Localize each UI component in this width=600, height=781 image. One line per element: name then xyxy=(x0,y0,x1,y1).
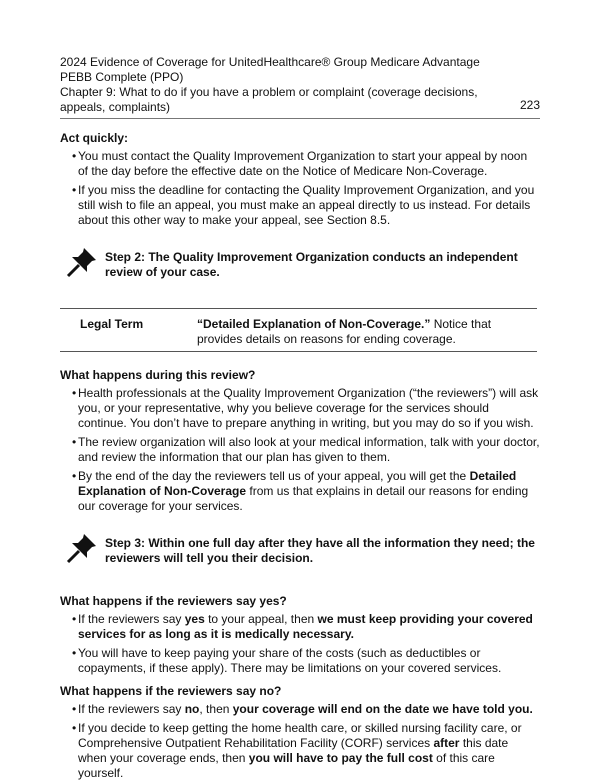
step-3 xyxy=(60,536,540,568)
section-heading: What happens if the reviewers say yes? xyxy=(60,594,287,608)
act-quickly-section xyxy=(60,131,540,228)
text-bold: no xyxy=(184,702,200,716)
section-heading: What happens if the reviewers say no? xyxy=(60,684,282,698)
text-bold: you will have to pay the full cost xyxy=(248,751,433,765)
list-item: • If you miss the deadline for contacting the Quality Improvement Organization, and you still wish to file an appeal, you must make an appeal directly to us instead. For details about this other way to make your appeal, see Section 8.5. xyxy=(60,183,540,228)
pushpin-icon xyxy=(66,246,98,278)
text-bold: after xyxy=(433,736,460,750)
text-bold: we must keep providing your covered services for as long as it is medically necessary. xyxy=(78,612,533,641)
text: this date when your coverage ends, then xyxy=(78,736,509,765)
section-heading: What happens during this review? xyxy=(60,368,256,382)
list-item xyxy=(60,721,540,781)
list-item: • Health professionals at the Quality Improvement Organization (“the reviewers”) will ask you, or your representative, why you believe coverage for the services should continue. You don’t have to prepare anything in writing, but you may do so if you wish. xyxy=(60,386,540,431)
review-section xyxy=(60,368,540,514)
text: to your appeal, then xyxy=(204,612,318,626)
text: If the reviewers say xyxy=(78,612,185,626)
text: By the end of the day the reviewers tell us of your appeal, you will get the xyxy=(78,469,470,483)
step-heading: Step 3: Within one full day after they have all the information they need; the reviewers will tell you their decision. xyxy=(105,536,535,565)
list-item xyxy=(60,702,540,717)
yes-section xyxy=(60,594,540,676)
text: of this care yourself. xyxy=(78,751,495,780)
header-rule xyxy=(60,118,540,119)
list-item: • You will have to keep paying your share of the costs (such as deductibles or copayments, if these apply). There may be limitations on your covered services. xyxy=(60,646,540,676)
text: If the reviewers say xyxy=(78,702,185,716)
text-bold: Detailed Explanation of Non-Coverage xyxy=(78,469,517,498)
legal-term-desc: Notice that provides details on reasons for ending coverage. xyxy=(197,317,492,346)
text-bold: your coverage will end on the date we have told you. xyxy=(232,702,533,716)
legal-term-table xyxy=(60,308,537,352)
step-heading: Step 2: The Quality Improvement Organization conducts an independent review of your case. xyxy=(105,250,518,279)
text: from us that explains in detail our reasons for ending our coverage for your services. xyxy=(78,484,529,513)
section-heading: Act quickly: xyxy=(60,131,129,145)
legal-term-label: Legal Term xyxy=(80,317,144,331)
text-bold: yes xyxy=(184,612,205,626)
header-chapter: Chapter 9: What to do if you have a problem or complaint (coverage decisions, appeals, complaints) xyxy=(60,85,478,114)
header-text xyxy=(60,55,500,115)
page-number: 223 xyxy=(519,98,540,112)
step-2 xyxy=(60,250,540,282)
running-header xyxy=(60,55,540,115)
list-item: • You must contact the Quality Improvement Organization to start your appeal by noon of the day before the effective date on the Notice of Medicare Non-Coverage. xyxy=(60,149,540,179)
list-item xyxy=(60,612,540,642)
legal-term-definition xyxy=(197,317,517,347)
pushpin-icon xyxy=(66,532,98,564)
no-section xyxy=(60,684,540,781)
legal-term: “Detailed Explanation of Non-Coverage.” xyxy=(197,317,431,331)
header-title: 2024 Evidence of Coverage for UnitedHealthcare® Group Medicare Advantage PEBB Complete (PPO) xyxy=(60,55,480,84)
list-item: • The review organization will also look at your medical information, talk with your doctor, and review the information that our plan has given to them. xyxy=(60,435,540,465)
list-item xyxy=(60,469,540,514)
text: , then xyxy=(199,702,233,716)
text: If you decide to keep getting the home health care, or skilled nursing facility care, or Comprehensive Outpatient Rehabilitation Facility (CORF) services xyxy=(78,721,522,750)
